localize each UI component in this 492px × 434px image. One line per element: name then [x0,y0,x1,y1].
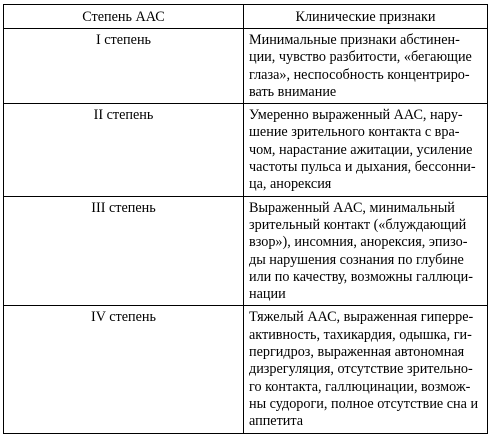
table-header-row [4,5,488,29]
signs-cell [244,306,488,433]
signs-cell [244,196,488,306]
signs-line: зрительный контакт («блуждающий [249,216,467,233]
signs-line: активность, тахикардия, одышка, ги- [249,326,472,343]
signs-line: частоты пульса и дыхания, бессонни- [249,159,476,176]
table-row-grade-2 [4,104,488,196]
header-clinical-signs: Клинические признаки [244,5,488,29]
signs-line: чом, нарастание ажитации, усиление [249,141,473,158]
table-row-grade-3 [4,196,488,306]
signs-line: Умеренно выраженный ААС, нару- [249,107,463,124]
signs-line: аппетита [249,413,304,430]
signs-line: ды нарушения сознания по глубине [249,251,464,268]
signs-line: пергидроз, выраженная автономная [249,344,465,361]
grade-cell: III степень [4,196,244,306]
signs-line: глаза», неспособность концентриро- [249,66,470,83]
signs-line: или по качеству, возможны галлюци- [249,268,473,285]
signs-line: го контакта, галлюцинации, возмож- [249,378,471,395]
signs-line: нации [249,286,286,303]
signs-line: вать внимание [249,83,337,100]
signs-line: ны судороги, полное отсутствие сна и [249,395,479,412]
grade-cell: I степень [4,29,244,104]
grade-cell: II степень [4,104,244,196]
signs-line: Выраженный ААС, минимальный [249,199,455,216]
signs-line: ции, чувство разбитости, «бегающие [249,49,472,66]
table-row-grade-1 [4,29,488,104]
signs-line: шение зрительного контакта с вра- [249,124,460,141]
header-grade: Степень ААС [4,5,244,29]
signs-line: взор»), инсомния, анорексия, эпизо- [249,234,468,251]
grade-cell: IV степень [4,306,244,433]
table-row-grade-4 [4,306,488,433]
signs-line: ца, анорексия [249,176,332,193]
clinical-signs-table [3,4,488,434]
signs-line: Тяжелый ААС, выраженная гиперре- [249,309,474,326]
signs-cell [244,29,488,104]
signs-cell [244,104,488,196]
signs-line: Минимальные признаки абстинен- [249,32,460,48]
signs-line: дизрегуляция, отсутствие зрительно- [249,361,473,378]
